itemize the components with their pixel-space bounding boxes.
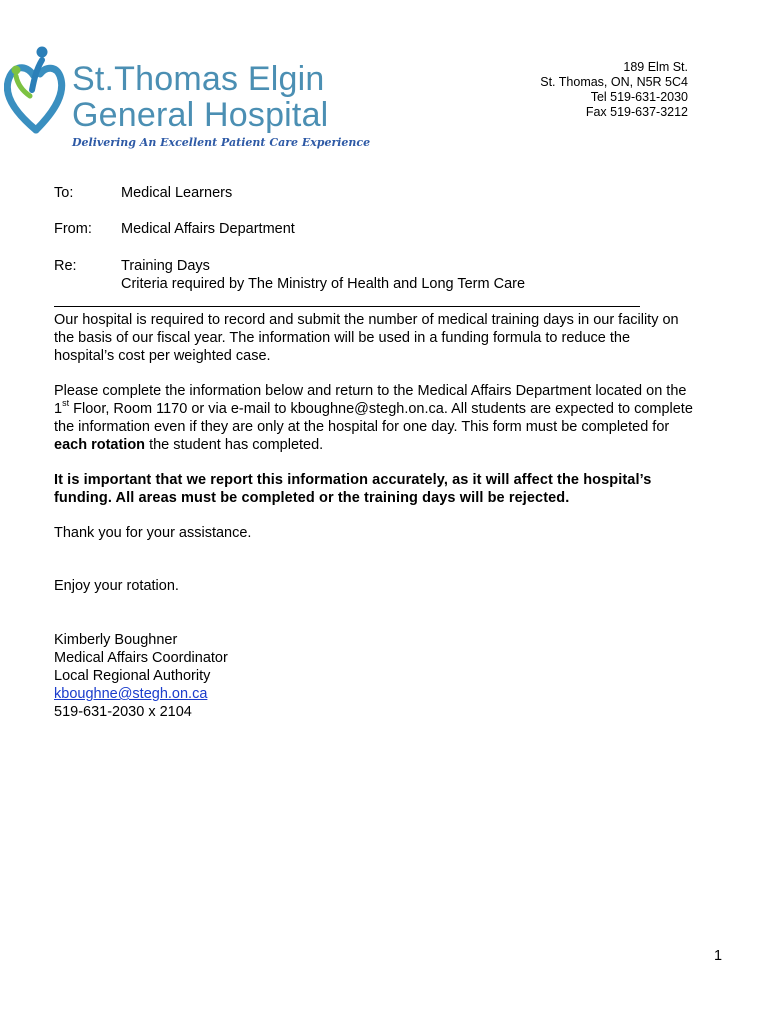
divider-rule <box>54 306 640 307</box>
signature-title: Medical Affairs Coordinator <box>54 650 228 666</box>
signature-block <box>54 631 734 721</box>
paragraph-line: the basis of our fiscal year. The information will be used in a funding formula to reduce the <box>54 330 631 346</box>
paragraph-line: Our hospital is required to record and submit the number of medical training days in our facility on <box>54 312 679 328</box>
memo-re-line1: Training Days <box>121 258 210 274</box>
logo-name-line1: St.Thomas Elgin <box>72 60 325 98</box>
memo-from-value: Medical Affairs Department <box>121 221 295 237</box>
signature-email-link[interactable]: kboughne@stegh.on.ca <box>54 686 208 702</box>
memo-re-value <box>121 257 525 293</box>
paragraph-line: the information even if they are only at the hospital for one day. This form must be completed for <box>54 419 670 435</box>
address-tel: Tel 519-631-2030 <box>590 90 688 104</box>
memo-re-label: Re: <box>54 258 77 274</box>
paragraph-line: the student has completed. <box>145 437 324 453</box>
paragraph-line: funding. All areas must be completed or the training days will be rejected. <box>54 490 570 506</box>
paragraph-line: It is important that we report this information accurately, as it will affect the hospital’s <box>54 472 652 488</box>
paragraph-instructions <box>54 382 734 454</box>
page-number: 1 <box>714 948 723 964</box>
address-street: 189 Elm St. <box>623 60 688 74</box>
address-fax: Fax 519-637-3212 <box>585 105 688 119</box>
paragraph-important-notice <box>54 471 734 507</box>
logo-name-line2: General Hospital <box>72 96 329 134</box>
floor-number: 1 <box>54 401 63 417</box>
address-block <box>540 60 688 120</box>
paragraph-line: Floor, Room 1170 or via e-mail to kboughne@stegh.on.ca. All students are expected to complete <box>69 401 693 417</box>
memo-from-label: From: <box>54 221 92 237</box>
signature-authority: Local Regional Authority <box>54 668 211 684</box>
emphasis-each-rotation: each rotation <box>54 437 146 453</box>
logo-tagline: Delivering An Excellent Patient Care Experience <box>72 136 371 149</box>
signature-name: Kimberly Boughner <box>54 632 178 648</box>
signature-phone: 519-631-2030 x 2104 <box>54 704 192 720</box>
memo-to-value: Medical Learners <box>121 185 233 201</box>
paragraph-funding <box>54 311 734 365</box>
memo-to-label: To: <box>54 185 74 201</box>
heart-logo-icon <box>4 44 68 140</box>
hospital-logo <box>4 44 371 154</box>
paragraph-enjoy: Enjoy your rotation. <box>54 578 179 594</box>
memo-re-line2: Criteria required by The Ministry of Health and Long Term Care <box>121 276 526 292</box>
paragraph-line: hospital’s cost per weighted case. <box>54 348 271 364</box>
paragraph-thanks: Thank you for your assistance. <box>54 525 252 541</box>
paragraph-line: Please complete the information below and return to the Medical Affairs Department located on the <box>54 383 687 399</box>
address-city: St. Thomas, ON, N5R 5C4 <box>540 75 688 89</box>
ordinal-suffix: st <box>62 398 70 409</box>
